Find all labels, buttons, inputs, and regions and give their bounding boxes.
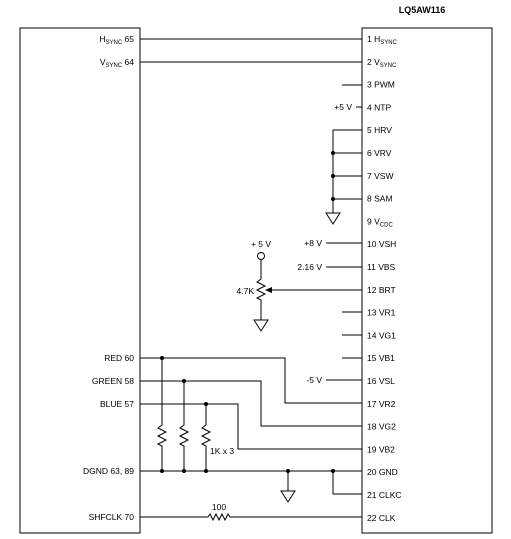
left-pin-blue: BLUE 57 <box>99 399 134 409</box>
right-pin-17: 17 VR2 <box>367 398 396 409</box>
pot-supply-terminal <box>258 253 265 260</box>
junction-dot <box>204 469 208 473</box>
left-pin-hsync: $H_{SYNC}$ 65 <box>99 34 134 46</box>
vsl-supply-label: -5 V <box>306 375 322 385</box>
pulldown-value-label: 1K x 3 <box>210 446 235 456</box>
right-pin-18: 18 VG2 <box>367 421 396 432</box>
junction-dot <box>160 469 164 473</box>
junction-dot <box>331 174 335 178</box>
clkc-wire <box>333 471 362 494</box>
wiper-arrow <box>265 287 272 293</box>
ground-symbol <box>281 491 295 502</box>
left-pin-vsync: $V_{SYNC}$ 64 <box>99 57 134 69</box>
pot-value-label: 4.7K <box>236 286 254 296</box>
junction-dot <box>331 151 335 155</box>
clk-resistor-label: 100 <box>211 502 227 512</box>
ntp-supply-label: +5 V <box>334 102 352 112</box>
ground-symbol <box>326 213 340 224</box>
clk-series-resistor-wire <box>140 514 362 520</box>
left-pin-red: RED 60 <box>104 353 134 363</box>
right-pin-12: 12 BRT <box>367 284 396 295</box>
right-pin-2: 2 $V_{SYNC}$ <box>367 56 397 69</box>
right-pin-19: 19 VB2 <box>367 444 395 455</box>
right-pin-8: 8 SAM <box>367 193 393 204</box>
pot-supply-label: + 5 V <box>250 239 272 249</box>
junction-dot <box>182 469 186 473</box>
green-pulldown-resistor <box>180 381 188 471</box>
right-pin-22: 22 CLK <box>367 512 396 523</box>
right-pin-11: 11 VBS <box>367 262 396 272</box>
vbs-supply-label: 2.16 V <box>297 262 322 272</box>
right-pin-7: 7 VSW <box>367 170 394 181</box>
vsh-supply-label: +8 V <box>304 238 322 248</box>
right-pin-14: 14 VG1 <box>367 330 396 341</box>
right-pin-21: 21 CLKC <box>367 490 402 500</box>
ground-symbol <box>254 320 268 331</box>
right-pin-13: 13 VR1 <box>367 307 396 318</box>
controller-ic-box <box>20 28 140 533</box>
left-pin-dgnd: DGND 63, 89 <box>82 466 134 476</box>
right-pin-1: 1 $H_{SYNC}$ <box>367 34 397 46</box>
blue-pulldown-resistor <box>202 404 210 471</box>
right-pin-9: 9 $V_{CDC}$ <box>367 216 393 229</box>
right-pin-20: 20 GND <box>367 467 398 478</box>
right-pin-10: 10 VSH <box>367 239 397 250</box>
right-pin-15: 15 VB1 <box>367 353 395 364</box>
right-pin-6: 6 VRV <box>367 148 392 158</box>
right-pin-4: 4 NTP <box>367 102 392 113</box>
junction-dot <box>331 197 335 201</box>
right-pin-5: 5 HRV <box>367 125 392 136</box>
left-pin-green: GREEN 58 <box>91 376 134 386</box>
connector-title: LQ5AW116 <box>398 5 446 15</box>
left-pin-shfclk: SHFCLK 70 <box>88 512 134 522</box>
red-pulldown-resistor <box>158 358 166 471</box>
mode-pins-ground-bus <box>333 130 362 213</box>
potentiometer <box>257 260 265 320</box>
right-pin-16: 16 VSL <box>367 376 395 386</box>
right-pin-3: 3 PWM <box>367 79 395 90</box>
right-pin-labels <box>367 34 402 523</box>
